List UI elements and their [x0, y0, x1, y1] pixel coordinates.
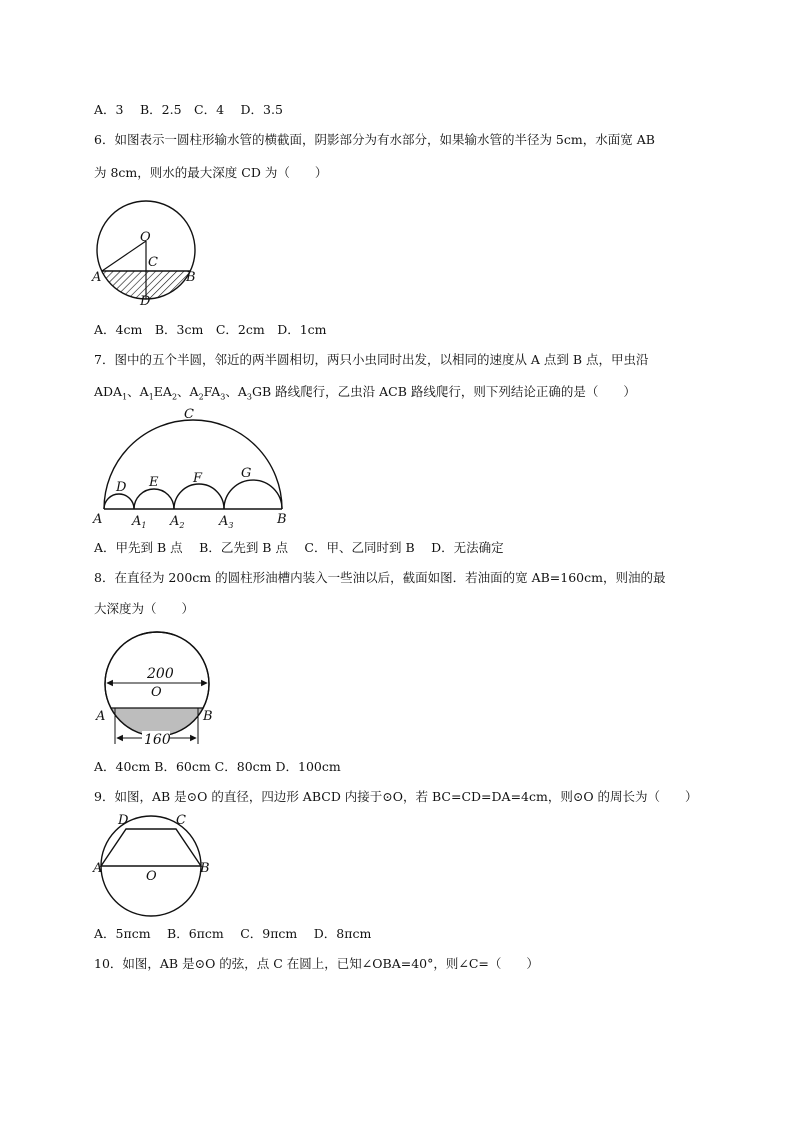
q8-text-line2: 大深度为（ ）	[94, 601, 195, 616]
q7-label-a1: $A_1$	[132, 514, 147, 530]
q7-options: A．甲先到 B 点 B．乙先到 B 点 C．甲、乙同时到 B D．无法确定	[94, 540, 504, 555]
q7-label-b: B	[277, 512, 287, 527]
q8-label-width: 160	[144, 732, 171, 748]
q9-options: A．5πcm B．6πcm C．9πcm D．8πcm	[94, 926, 372, 941]
q6-text-line2: 为 8cm，则水的最大深度 CD 为（ ）	[94, 165, 328, 180]
q7-label-a3: $A_3$	[219, 514, 234, 530]
q6-label-a: A	[92, 270, 102, 285]
q7-label-a2: $A_2$	[170, 514, 185, 530]
q8-label-a: A	[96, 709, 106, 724]
q9-label-o: O	[146, 869, 157, 884]
q7-text-line2: $ADA_1$、$A_1EA_2$、$A_2FA_3$、$A_3GB$ 路线爬行，乙虫沿 ACB 路线爬行，则下列结论正确的是（ ）	[94, 384, 636, 402]
q8-label-b: B	[203, 709, 213, 724]
q7-semicircle-f	[174, 484, 224, 509]
q8-figure	[90, 628, 220, 750]
q7-label-c: C	[184, 407, 194, 422]
q9-label-b: B	[200, 861, 210, 876]
q6-radius-oa	[102, 241, 146, 271]
q6-options: A．4cm B．3cm C．2cm D．1cm	[94, 322, 327, 337]
q6-label-c: C	[148, 255, 158, 270]
q9-text-line1: 9．如图，AB 是⊙O 的直径，四边形 ABCD 内接于⊙O，若 BC=CD=DA=4cm，则⊙O 的周长为（ ）	[94, 789, 698, 804]
q7-figure	[90, 405, 295, 533]
q8-label-diameter: 200	[147, 666, 174, 682]
q7-semicircle-g	[224, 480, 282, 509]
q6-label-d: D	[140, 294, 151, 309]
q9-figure	[90, 808, 215, 920]
q7-label-a: A	[93, 512, 103, 527]
q8-label-o: O	[151, 685, 162, 700]
q9-label-d: D	[118, 813, 129, 828]
q7-label-e: E	[149, 475, 159, 490]
q6-text-line1: 6．如图表示一圆柱形输水管的横截面，阴影部分为有水部分，如果输水管的半径为 5cm，水面宽 AB	[94, 132, 655, 147]
q7-semicircle-e	[134, 489, 174, 509]
q9-label-c: C	[176, 813, 186, 828]
q6-label-o: O	[140, 230, 151, 245]
q7-label-d: D	[116, 480, 127, 495]
q9-quadrilateral-abcd	[101, 829, 201, 866]
q8-text-line1: 8．在直径为 200cm 的圆柱形油槽内装入一些油以后，截面如图．若油面的宽 AB=160cm，则油的最	[94, 570, 666, 585]
q6-label-b: B	[186, 270, 196, 285]
q7-label-g: G	[241, 466, 252, 481]
q7-label-f: F	[193, 471, 203, 486]
q9-label-a: A	[93, 861, 103, 876]
q7-text-line1: 7．图中的五个半圆，邻近的两半圆相切，两只小虫同时出发，以相同的速度从 A 点到 B 点，甲虫沿	[94, 352, 649, 367]
q5-options: A．3 B．2.5 C．4 D．3.5	[94, 102, 283, 117]
q7-big-semicircle	[104, 420, 282, 509]
q7-semicircle-d	[104, 494, 134, 509]
q6-figure	[90, 195, 202, 310]
q10-text-line1: 10．如图，AB 是⊙O 的弦，点 C 在圆上，已知∠OBA=40°，则∠C=（ ）	[94, 956, 539, 971]
q8-options: A．40cm B．60cm C．80cm D．100cm	[94, 759, 341, 774]
